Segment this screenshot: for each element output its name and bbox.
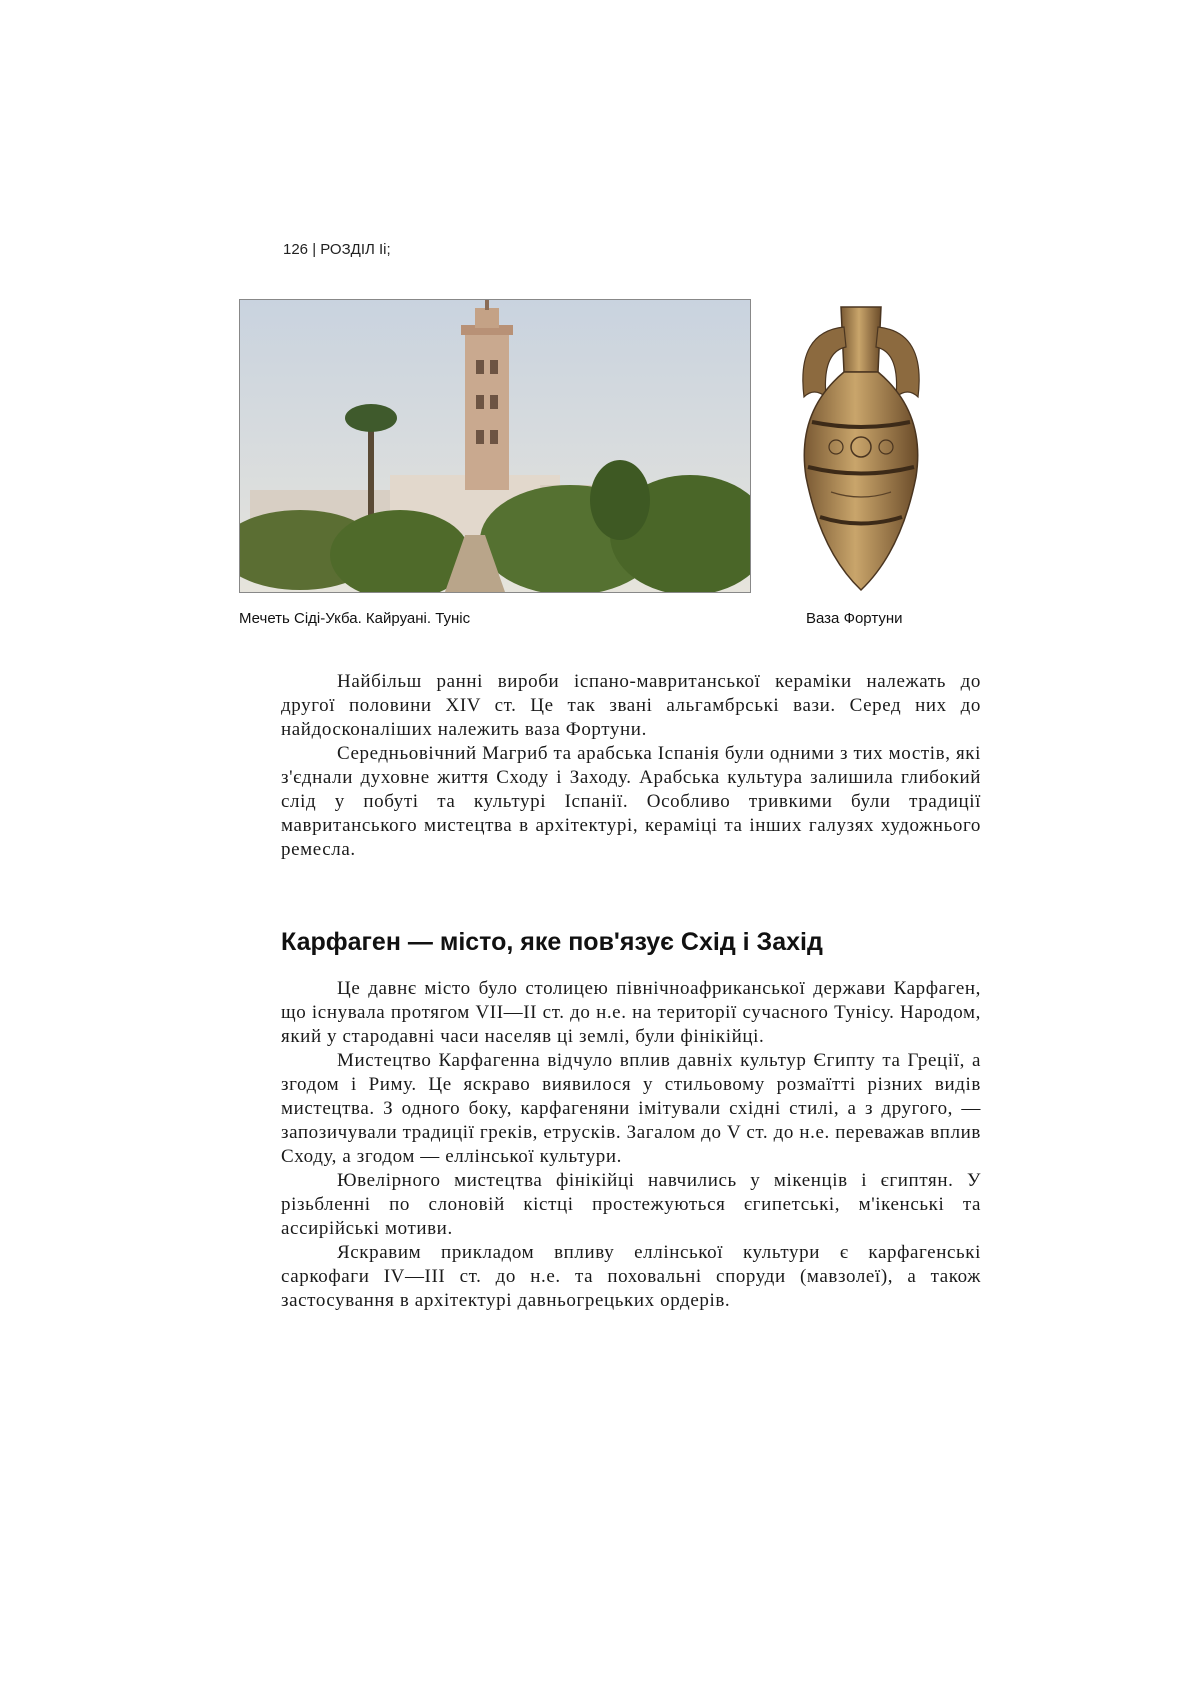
paragraph: Яскравим прикладом впливу еллінської культури є карфагенські саркофаги IV—III ст. до н.е. та поховальні споруди (мавзолеї), а також застосування в архітектурі давньогрецьких ордерів.: [281, 1242, 981, 1311]
mosque-caption: Мечеть Сіді-Укба. Кайруані. Туніс: [239, 610, 471, 627]
page-header: 126 | РОЗДІЛ Ii;: [283, 241, 391, 258]
paragraph: Найбільш ранні вироби іспано-мавританської кераміки належать до другої половини XIV ст. Це так звані альгамбрські вази. Серед них до найдосконаліших належить ваза Фортуни.: [281, 671, 981, 740]
vase-caption: Ваза Фортуни: [806, 610, 903, 627]
vase-illustration: [786, 302, 936, 592]
paragraph: Це давнє місто було столицею північноафриканської держави Карфаген, що існувала протягом VII—II ст. до н.е. на території сучасного Тунісу. Народом, який у стародавні часи населяв ці землі, були фінікійці.: [281, 978, 981, 1047]
paragraph: Середньовічний Магриб та арабська Іспанія були одними з тих мостів, які з'єднали духовне життя Сходу і Заходу. Арабська культура залишила глибокий слід у побуті та культурі Іспанії. Особливо тривкими були традиції мавританського мистецтва в архітектурі, кераміці та інших галузях художнього ремесла.: [281, 743, 981, 860]
paragraph: Мистецтво Карфагенна відчуло вплив давніх культур Єгипту та Греції, а згодом і Риму. Це яскраво виявилося у стильовому розмаїтті різних видів мистецтва. З одного боку, карфагеняни імітували східні стилі, а з другого, — запозичували традиції греків, етрусків. Загалом до V ст. до н.е. переважав вплив Сходу, а згодом — еллінської культури.: [281, 1050, 981, 1167]
mosque-photo: [239, 299, 751, 593]
section-heading: Карфаген — місто, яке пов'язує Схід і Захід: [281, 928, 823, 956]
carthage-text: [281, 977, 981, 1313]
paragraph: Ювелірного мистецтва фінікійці навчились у мікенців і єгиптян. У різьбленні по слоновій кістці простежуються єгипетські, м'ікенські та ассирійські мотиви.: [281, 1170, 981, 1239]
intro-text: [281, 670, 981, 862]
